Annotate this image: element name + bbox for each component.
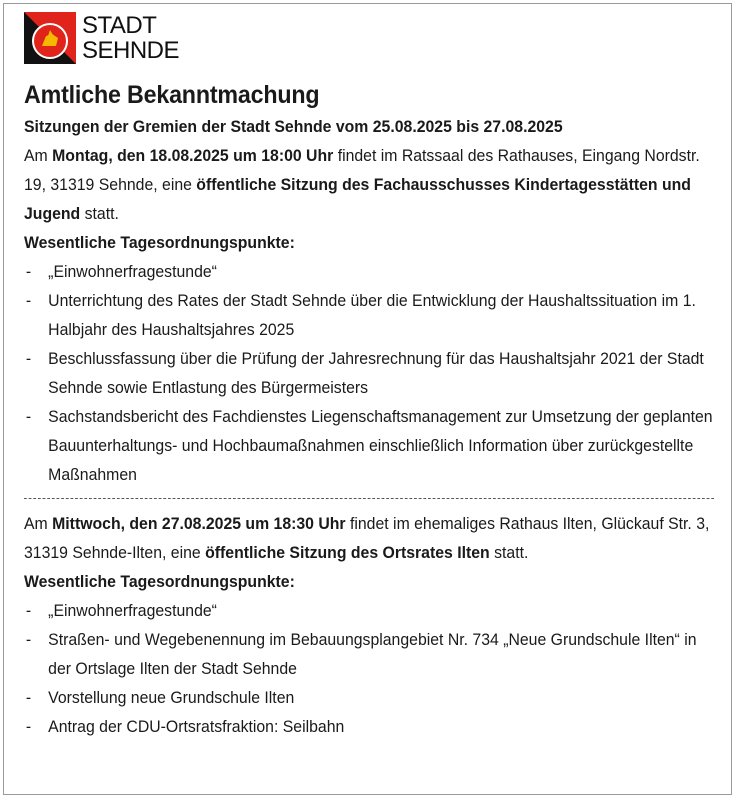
list-item: - „Einwohnerfragestunde“: [24, 596, 714, 625]
meeting-1-agenda-list: [24, 257, 714, 489]
notice-content: [24, 78, 714, 741]
list-item: - „Einwohnerfragestunde“: [24, 257, 714, 286]
meeting-1-intro: [24, 141, 714, 228]
meeting-2-session: öffentliche Sitzung des Ortsrates Ilten: [205, 543, 490, 562]
meeting-2-date: Mittwoch, den 27.08.2025 um 18:30 Uhr: [52, 514, 346, 533]
meeting-1-agenda-title: Wesentliche Tagesordnungspunkte:: [24, 233, 295, 252]
logo-line-1: STADT: [82, 12, 157, 39]
logo-line-2: SEHNDE: [82, 37, 180, 64]
meeting-1-text-c: findet im Ratssaal des Rathauses, Eingang Nordstr. 19, 31319 Sehnde, eine: [24, 146, 700, 194]
meeting-2-text-a: Am: [24, 514, 53, 533]
list-item: - Vorstellung neue Grundschule Ilten: [24, 683, 714, 712]
list-item: - Sachstandsbericht des Fachdienstes Liegenschaftsmanagement zur Umsetzung der geplanten Bauunterhaltungs- und Hochbaumaßnahmen einschließlich Information über zurückgestellte Maßnahmen: [24, 402, 714, 489]
list-item: - Unterrichtung des Rates der Stadt Sehnde über die Entwicklung der Haushaltssituation im 1. Halbjahr des Haushaltsjahres 2025: [24, 286, 714, 344]
list-item: - Straßen- und Wegebenennung im Bebauungsplangebiet Nr. 734 „Neue Grundschule Ilten“ in der Ortslage Ilten der Stadt Sehnde: [24, 625, 714, 683]
list-item: - Antrag der CDU-Ortsratsfraktion: Seilbahn: [24, 712, 714, 741]
page-title: Amtliche Bekanntmachung: [24, 81, 320, 109]
meeting-2-text-c: findet im ehemaliges Rathaus Ilten, Glückauf Str. 3, 31319 Sehnde-Ilten, eine: [24, 514, 710, 562]
meeting-1-session: öffentliche Sitzung des Fachausschusses Kindertagesstätten und Jugend: [24, 175, 691, 223]
meeting-2-agenda-title: Wesentliche Tagesordnungspunkte:: [24, 572, 295, 591]
city-emblem-icon: [24, 12, 76, 64]
dashed-divider: [24, 498, 714, 499]
meeting-1-date: Montag, den 18.08.2025 um 18:00 Uhr: [52, 146, 334, 165]
meeting-2-agenda-list: [24, 596, 714, 741]
list-item: - Beschlussfassung über die Prüfung der Jahresrechnung für das Haushaltsjahr 2021 der Stadt Sehnde sowie Entlastung des Bürgermeisters: [24, 344, 714, 402]
meeting-2-intro: [24, 509, 714, 567]
notice-subtitle: Sitzungen der Gremien der Stadt Sehnde vom 25.08.2025 bis 27.08.2025: [24, 117, 563, 136]
meeting-1-text-d: statt.: [80, 204, 119, 223]
meeting-1-text-a: Am: [24, 146, 53, 165]
meeting-2-text-d: statt.: [489, 543, 529, 562]
